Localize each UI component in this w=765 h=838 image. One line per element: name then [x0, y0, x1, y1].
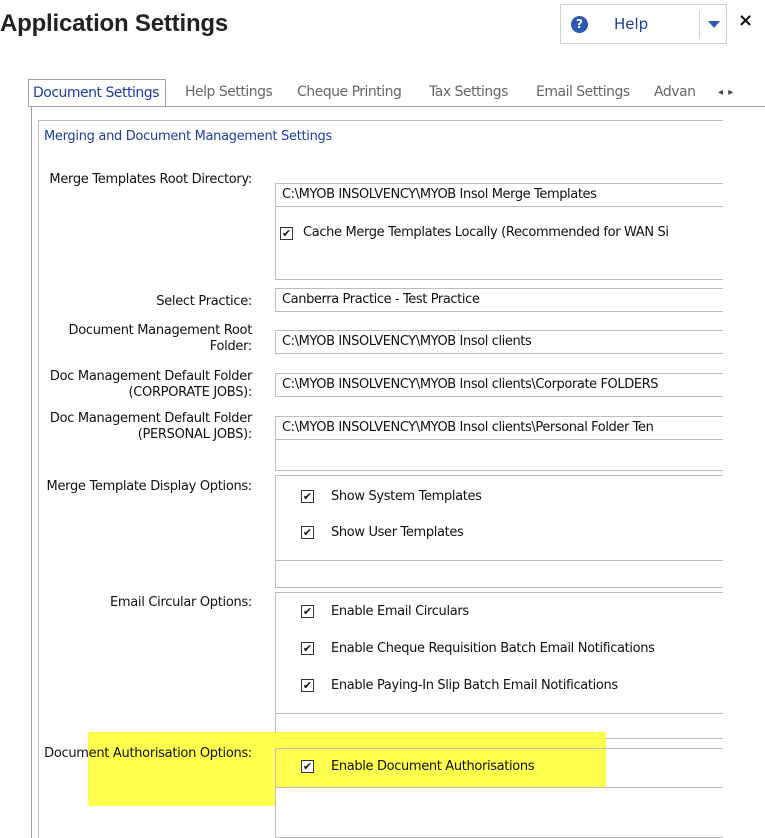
enable-paying-in-slip-label: Enable Paying-In Slip Batch Email Notifications [331, 678, 618, 693]
doc-default-corporate-label: Doc Management Default Folder (CORPORATE JOBS): [49, 369, 252, 400]
close-button[interactable]: × [738, 10, 754, 31]
cache-locally-checkbox[interactable]: ✔ [281, 227, 292, 240]
doc-default-personal-input[interactable]: C:\MYOB INSOLVENCY\MYOB Insol clients\Personal Folder Ten [275, 416, 745, 440]
doc-mgmt-root-input[interactable]: C:\MYOB INSOLVENCY\MYOB Insol clients [275, 330, 745, 354]
merge-display-label: Merge Template Display Options: [46, 479, 252, 494]
tab-email-settings[interactable]: Email Settings [536, 84, 630, 100]
enable-email-circulars-label: Enable Email Circulars [331, 604, 469, 619]
help-label[interactable]: Help [614, 15, 649, 33]
tab-scroll-arrows-icon[interactable]: ◂ ▸ [718, 87, 735, 98]
tab-tax-settings[interactable]: Tax Settings [429, 84, 508, 100]
show-system-templates-checkbox[interactable]: ✔ [302, 490, 313, 503]
group-title: Merging and Document Management Settings [44, 129, 332, 144]
enable-cheque-requisition-label: Enable Cheque Requisition Batch Email Notifications [331, 641, 655, 656]
enable-paying-in-slip-checkbox[interactable]: ✔ [302, 679, 313, 692]
email-circular-label: Email Circular Options: [109, 595, 252, 610]
merge-templates-root-input[interactable]: C:\MYOB INSOLVENCY\MYOB Insol Merge Templates [275, 183, 745, 207]
enable-document-authorisations-checkbox[interactable]: ✔ [302, 760, 313, 773]
tab-cheque-printing[interactable]: Cheque Printing [297, 84, 402, 100]
show-user-templates-checkbox[interactable]: ✔ [302, 526, 313, 539]
doc-mgmt-root-label: Document Management Root Folder: [68, 323, 252, 354]
doc-default-personal-label: Doc Management Default Folder (PERSONAL JOBS): [49, 411, 252, 442]
enable-document-authorisations-label: Enable Document Authorisations [331, 759, 535, 774]
settings-tab-strip [28, 79, 765, 107]
doc-auth-panel [275, 788, 745, 838]
panel-clip [723, 120, 765, 838]
doc-default-corporate-input[interactable]: C:\MYOB INSOLVENCY\MYOB Insol clients\Corporate FOLDERS [275, 373, 745, 397]
select-practice-label: Select Practice: [156, 294, 252, 309]
merge-display-panel [275, 561, 745, 588]
merge-templates-root-panel [275, 207, 745, 280]
doc-default-personal-panel [275, 440, 745, 471]
tab-advanced[interactable]: Advan [654, 84, 696, 100]
help-dropdown[interactable] [560, 4, 727, 44]
panel-border [31, 107, 32, 838]
enable-cheque-requisition-checkbox[interactable]: ✔ [302, 642, 313, 655]
show-system-templates-label: Show System Templates [331, 489, 482, 504]
doc-auth-label: Document Authorisation Options: [44, 746, 252, 761]
cache-locally-label: Cache Merge Templates Locally (Recommended for WAN Si [303, 225, 669, 240]
merge-display-options-box [275, 475, 745, 561]
merge-templates-root-label: Merge Templates Root Directory: [49, 172, 252, 187]
question-circle-icon: ? [571, 16, 588, 33]
tab-document-settings[interactable]: Document Settings [28, 79, 166, 107]
enable-email-circulars-checkbox[interactable]: ✔ [302, 605, 313, 618]
help-separator [699, 11, 700, 39]
window-title: Application Settings [0, 10, 229, 37]
tab-help-settings[interactable]: Help Settings [185, 84, 273, 100]
select-practice-dropdown[interactable]: Canberra Practice - Test Practice [275, 288, 745, 312]
chevron-down-icon[interactable] [708, 21, 720, 28]
show-user-templates-label: Show User Templates [331, 525, 464, 540]
